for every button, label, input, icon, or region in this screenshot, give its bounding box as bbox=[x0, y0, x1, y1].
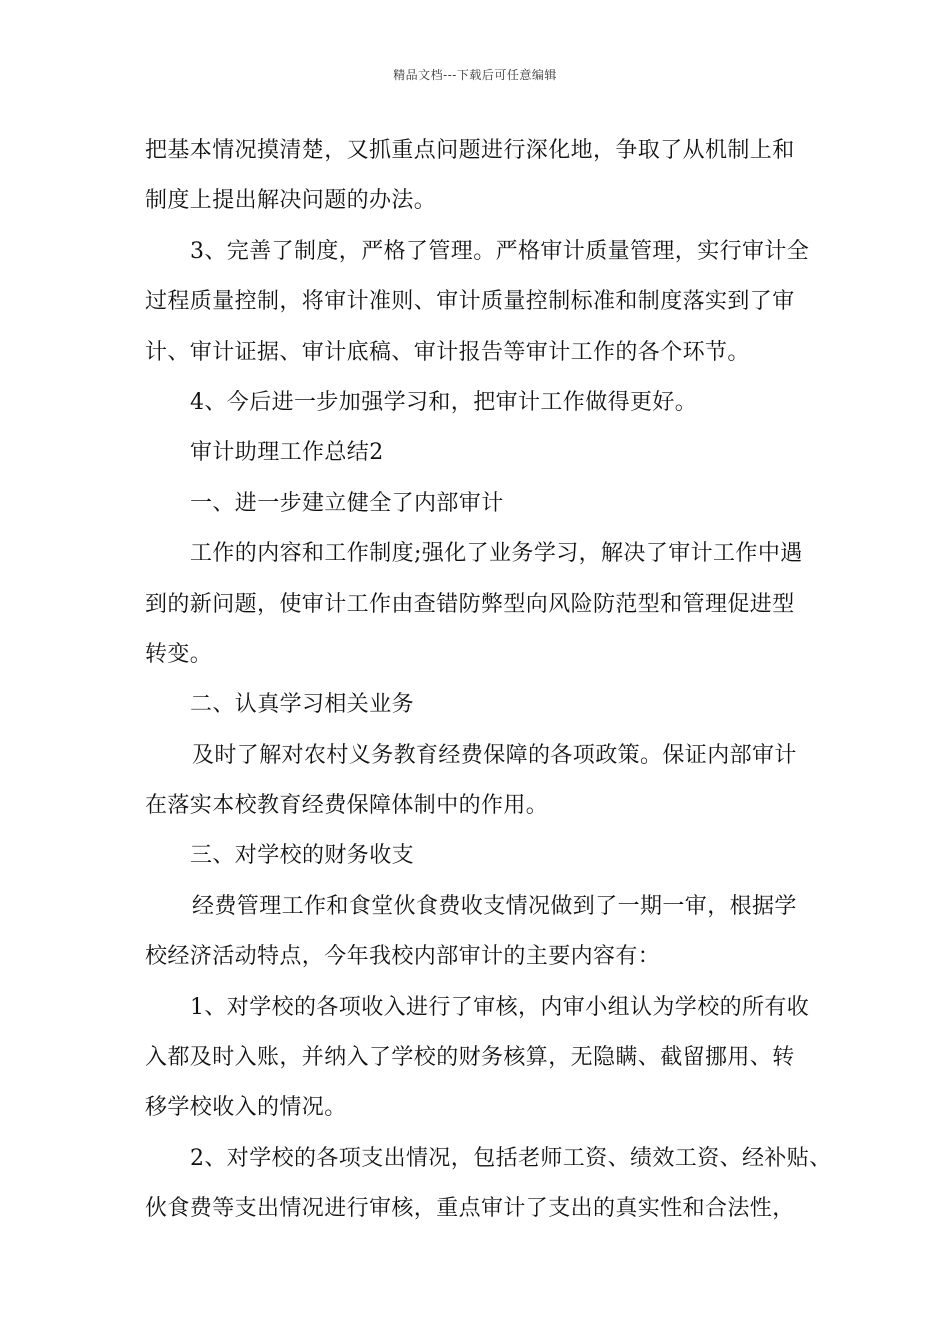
paragraph-line: 3、完善了制度，严格了管理。严格审计质量管理，实行审计全 bbox=[190, 238, 810, 264]
paragraph-line: 经费管理工作和食堂伙食费收支情况做到了一期一审，根据学 bbox=[192, 893, 797, 919]
paragraph-line: 过程质量控制，将审计准则、审计质量控制标准和制度落实到了审 bbox=[145, 289, 795, 315]
paragraph-line: 制度上提出解决问题的办法。 bbox=[145, 188, 437, 214]
section-title: 审计助理工作总结2 bbox=[190, 440, 384, 466]
paragraph-line: 移学校收入的情况。 bbox=[145, 1095, 347, 1121]
paragraph-line: 2、对学校的各项支出情况，包括老师工资、绩效工资、经补贴、 bbox=[190, 1145, 832, 1171]
paragraph-line: 在落实本校教育经费保障体制中的作用。 bbox=[145, 793, 549, 819]
paragraph-line: 校经济活动特点，今年我校内部审计的主要内容有： bbox=[145, 944, 661, 970]
section-heading: 三、对学校的财务收支 bbox=[190, 843, 415, 869]
page-header: 精品文档---下载后可任意编辑 bbox=[393, 68, 557, 82]
paragraph-line: 伙食费等支出情况进行审核，重点审计了支出的真实性和合法性， bbox=[145, 1196, 795, 1222]
paragraph-line: 转变。 bbox=[145, 641, 213, 667]
paragraph-line: 及时了解对农村义务教育经费保障的各项政策。保证内部审计 bbox=[192, 742, 797, 768]
paragraph-line: 4、今后进一步加强学习和，把审计工作做得更好。 bbox=[190, 389, 698, 415]
paragraph-line: 计、审计证据、审计底稿、审计报告等审计工作的各个环节。 bbox=[145, 339, 750, 365]
paragraph-line: 入都及时入账，并纳入了学校的财务核算，无隐瞒、截留挪用、转 bbox=[145, 1045, 795, 1071]
paragraph-line: 到的新问题，使审计工作由查错防弊型向风险防范型和管理促进型 bbox=[145, 591, 795, 617]
section-heading: 一、进一步建立健全了内部审计 bbox=[190, 490, 504, 516]
paragraph-line: 工作的内容和工作制度;强化了业务学习，解决了审计工作中遇 bbox=[190, 541, 803, 567]
paragraph-line: 1、对学校的各项收入进行了审核，内审小组认为学校的所有收 bbox=[190, 994, 810, 1020]
section-heading: 二、认真学习相关业务 bbox=[190, 692, 415, 718]
paragraph-line: 把基本情况摸清楚，又抓重点问题进行深化地，争取了从机制上和 bbox=[145, 138, 795, 163]
document-body bbox=[145, 126, 832, 1235]
